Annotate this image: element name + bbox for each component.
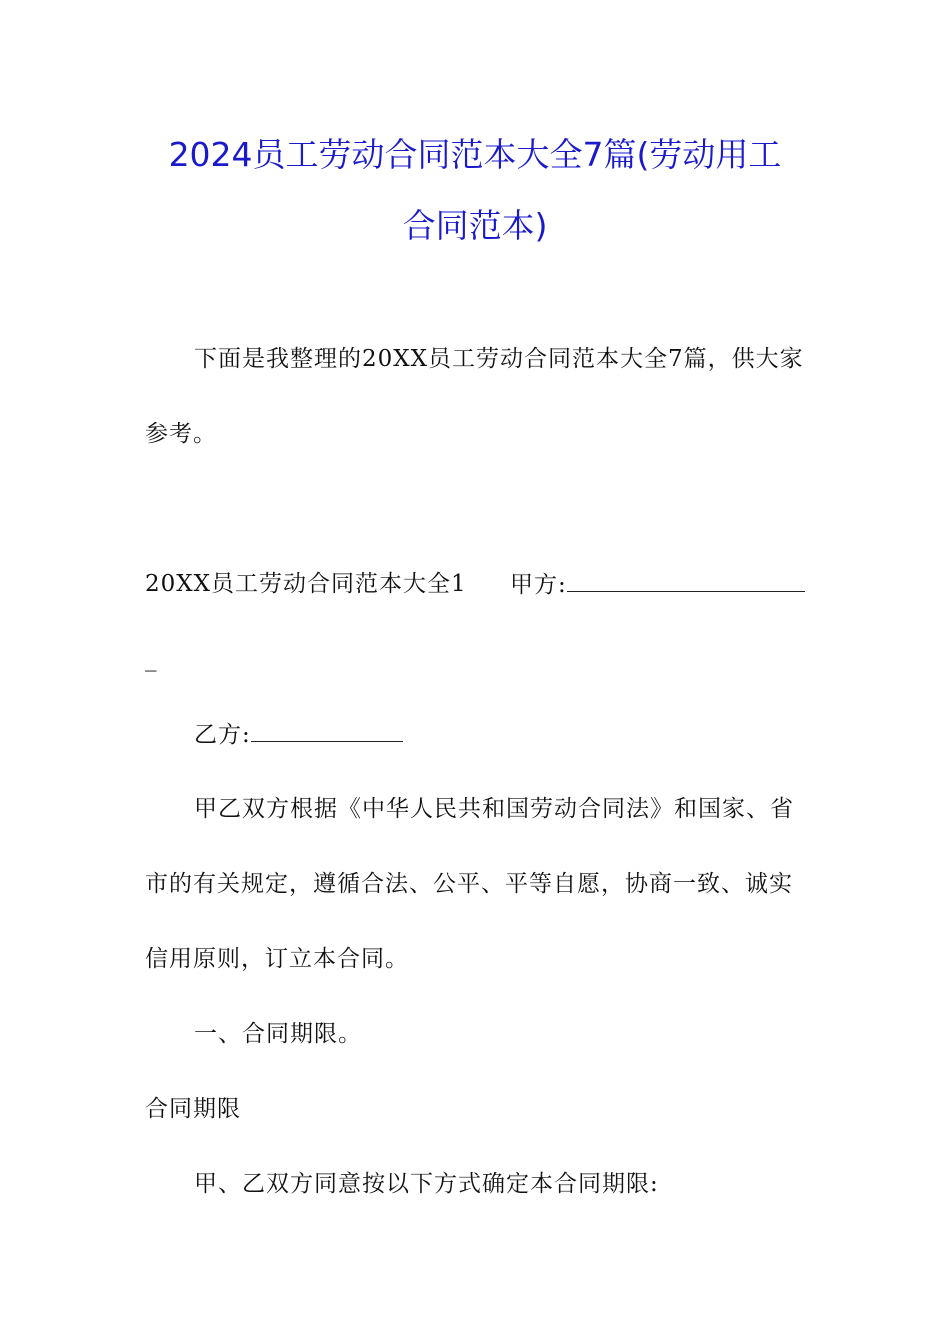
party-b-row (194, 719, 403, 750)
clause-1-heading: 一、合同期限。 (194, 1021, 362, 1047)
party-b-label: 乙方: (194, 722, 251, 748)
clause-1-subheading: 合同期限 (145, 1096, 241, 1122)
party-a-row (510, 569, 805, 600)
party-a-blank-tail: _ (145, 646, 158, 672)
party-b-blank (251, 719, 403, 742)
party-a-blank (567, 569, 805, 592)
clause-1-text: 甲、乙双方同意按以下方式确定本合同期限: (194, 1171, 659, 1197)
party-a-label: 甲方: (510, 572, 567, 598)
paragraph-1-line-1: 甲乙双方根据《中华人民共和国劳动合同法》和国家、省 (194, 796, 794, 822)
paragraph-1-line-3: 信用原则，订立本合同。 (145, 946, 409, 972)
intro-text-line-1: 下面是我整理的20XX员工劳动合同范本大全7篇，供大家 (194, 346, 804, 372)
document-title-line-2: 合同范本) (402, 206, 548, 245)
paragraph-1-line-2: 市的有关规定，遵循合法、公平、平等自愿，协商一致、诚实 (145, 871, 793, 897)
intro-text-line-2: 参考。 (145, 421, 217, 447)
document-title-line-1: 2024员工劳动合同范本大全7篇(劳动用工 (168, 135, 782, 174)
section-heading: 20XX员工劳动合同范本大全1 (145, 571, 467, 597)
